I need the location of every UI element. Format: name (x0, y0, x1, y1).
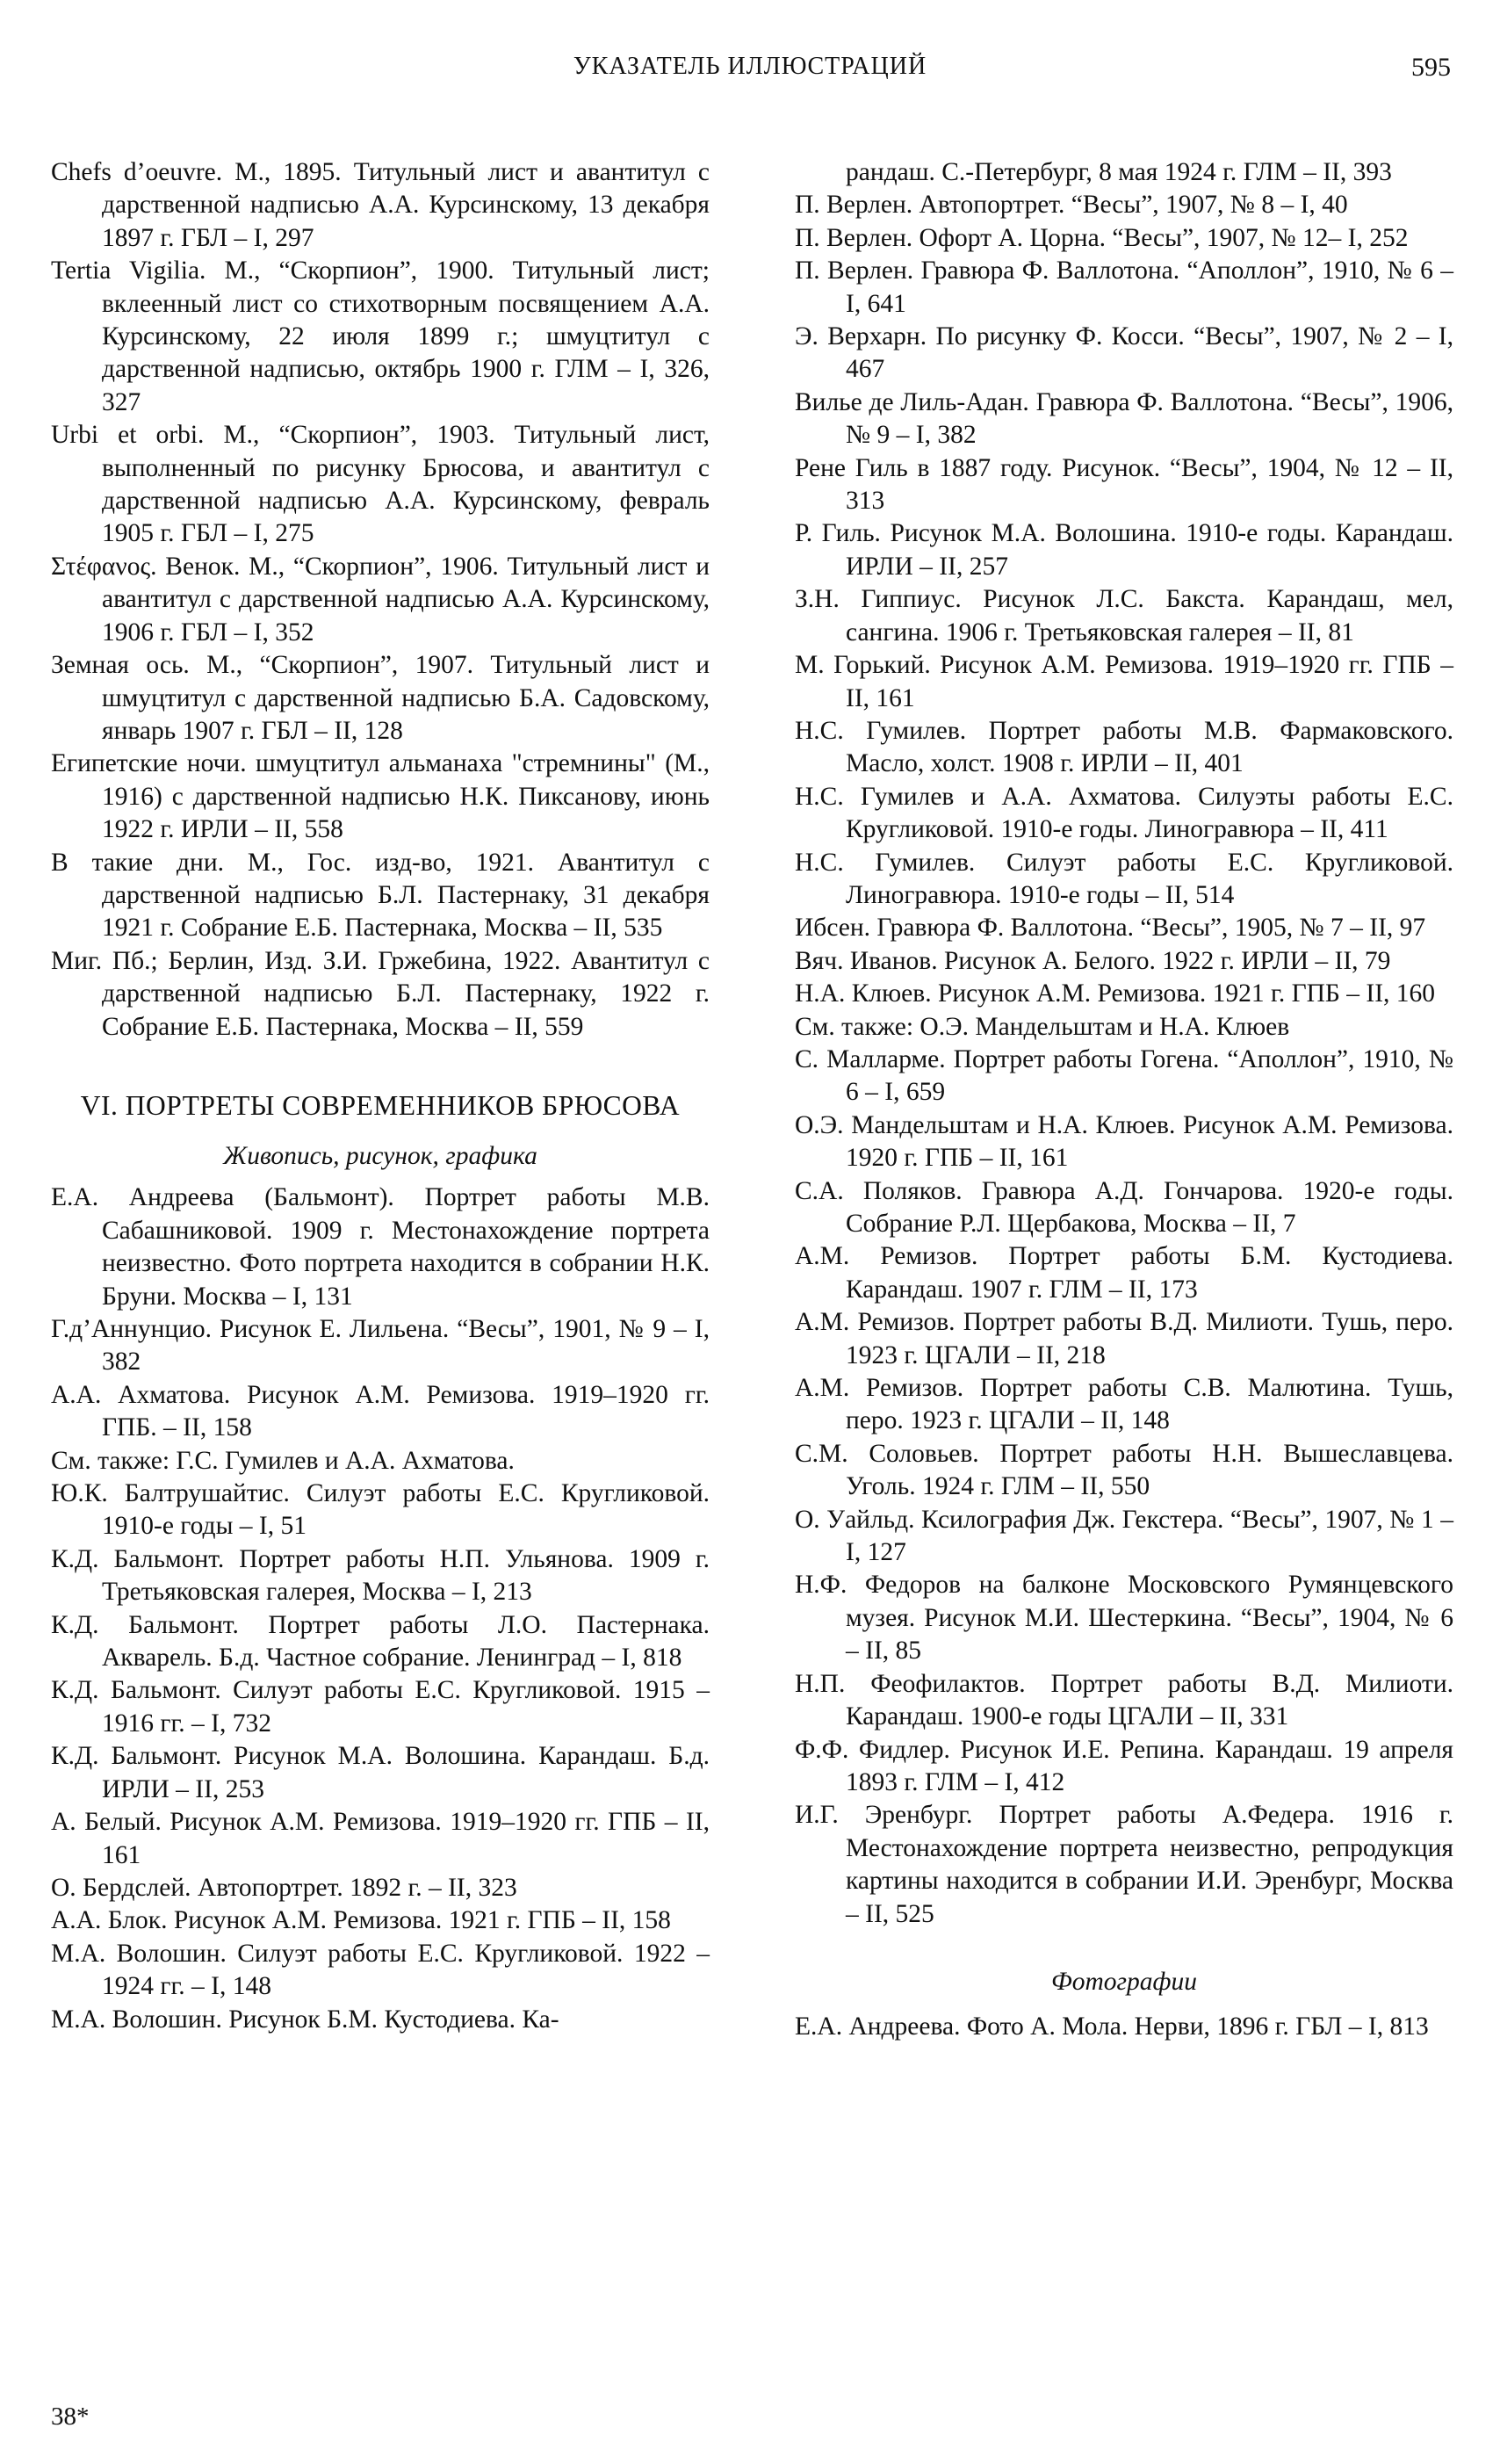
list-item: З.Н. Гиппиус. Рисунок Л.С. Бакста. Карандаш, мел, сангина. 1906 г. Третьяковская галерея – II, 81 (795, 585, 1453, 647)
list-item: А. Белый. Рисунок А.М. Ремизова. 1919–1920 гг. ГПБ – II, 161 (51, 1808, 710, 1869)
list-item: М. Горький. Рисунок А.М. Ремизова. 1919–1920 гг. ГПБ – II, 161 (795, 651, 1453, 712)
list-item: Н.П. Феофилактов. Портрет работы В.Д. Милиоти. Карандаш. 1900-е годы ЦГАЛИ – II, 331 (795, 1669, 1453, 1731)
list-item: Ф.Ф. Фидлер. Рисунок И.Е. Репина. Карандаш. 19 апреля 1893 г. ГЛМ – I, 412 (795, 1735, 1453, 1796)
list-item: К.Д. Бальмонт. Портрет работы Л.О. Пастернака. Акварель. Б.д. Частное собрание. Ленинград – I, 818 (51, 1610, 710, 1673)
list-item: В такие дни. М., Гос. изд-во, 1921. Авантитул с дарственной надписью Б.Л. Пастернаку, 31 декабря 1921 г. Собрание Е.Б. Пастернака, Москва – II, 535 (51, 848, 710, 943)
list-item: Е.А. Андреева (Бальмонт). Портрет работы М.В. Сабашниковой. 1909 г. Местонахождение портрета неизвестно. Фото портрета находится в собрании Н.К. Бруни. Москва – I, 131 (51, 1183, 710, 1311)
list-item: Вяч. Иванов. Рисунок А. Белого. 1922 г. ИРЛИ – II, 79 (795, 946, 1391, 975)
list-item: О. Бердслей. Автопортрет. 1892 г. – II, 323 (51, 1873, 517, 1902)
subheading-painting: Живопись, рисунок, графика (223, 1141, 537, 1170)
list-item: Э. Верхарн. По рисунку Ф. Косси. “Весы”, 1907, № 2 – I, 467 (795, 322, 1453, 384)
list-item: Н.С. Гумилев. Силуэт работы Е.С. Кругликовой. Линогравюра. 1910-е годы – II, 514 (795, 848, 1453, 909)
list-item: Urbi et orbi. М., “Скорпион”, 1903. Титульный лист, выполненный по рисунку Брюсова, и авантитул с дарственной надписью А.А. Курсинскому, февраль 1905 г. ГБЛ – I, 275 (51, 421, 710, 548)
list-item: См. также: Г.С. Гумилев и А.А. Ахматова. (51, 1446, 515, 1475)
section-heading: VI. ПОРТРЕТЫ СОВРЕМЕННИКОВ БРЮСОВА (80, 1089, 681, 1121)
list-item: Н.Ф. Федоров на балконе Московского Румянцевского музея. Рисунок М.И. Шестеркина. “Весы”, 1904, № 6 – II, 85 (795, 1571, 1453, 1666)
list-item: О. Уайльд. Ксилография Дж. Гекстера. “Весы”, 1907, № 1 – I, 127 (795, 1505, 1453, 1567)
page-number: 595 (1411, 53, 1451, 82)
list-item: Ю.К. Балтрушайтис. Силуэт работы Е.С. Кругликовой. 1910-е годы – I, 51 (51, 1479, 710, 1541)
list-item: Στέφανος. Венок. М., “Скорпион”, 1906. Титульный лист и авантитул с дарственной надписью А.А. Курсинскому, 1906 г. ГБЛ – I, 352 (51, 552, 710, 647)
list-item: Н.С. Гумилев. Портрет работы М.В. Фармаковского. Масло, холст. 1908 г. ИРЛИ – II, 401 (795, 716, 1453, 778)
signature-mark: 38* (51, 2403, 90, 2431)
list-item: К.Д. Бальмонт. Рисунок М.А. Волошина. Карандаш. Б.д. ИРЛИ – II, 253 (51, 1742, 710, 1803)
list-item: П. Верлен. Гравюра Ф. Валлотона. “Аполлон”, 1910, № 6 – I, 641 (795, 257, 1453, 318)
list-item: С. Малларме. Портрет работы Гогена. “Аполлон”, 1910, № 6 – I, 659 (795, 1044, 1453, 1107)
subheading-photos: Фотографии (1051, 1967, 1197, 1996)
list-item: А.А. Ахматова. Рисунок А.М. Ремизова. 1919–1920 гг. ГПБ. – II, 158 (51, 1380, 710, 1442)
portraits-list-continued (795, 189, 1453, 1931)
list-item: Г.д’Аннунцио. Рисунок Е. Лильена. “Весы”, 1901, № 9 – I, 382 (51, 1315, 710, 1377)
right-column (795, 156, 1453, 2044)
list-item: А.М. Ремизов. Портрет работы Б.М. Кустодиева. Карандаш. 1907 г. ГЛМ – II, 173 (795, 1242, 1453, 1304)
left-column (51, 156, 710, 2036)
list-item: Ибсен. Гравюра Ф. Валлотона. “Весы”, 1905, № 7 – II, 97 (795, 914, 1426, 943)
list-item: П. Верлен. Офорт А. Цорна. “Весы”, 1907, № 12– I, 252 (795, 223, 1409, 252)
list-item: Миг. Пб.; Берлин, Изд. З.И. Гржебина, 1922. Авантитул с дарственной надписью Б.Л. Пастернаку, 1922 г. Собрание Е.Б. Пастернака, Москва – II, 559 (51, 946, 710, 1041)
running-title: УКАЗАТЕЛЬ ИЛЛЮСТРАЦИЙ (573, 53, 927, 80)
list-item: С.А. Поляков. Гравюра А.Д. Гончарова. 1920-е годы. Собрание Р.Л. Щербакова, Москва – II, 7 (795, 1176, 1453, 1238)
list-item: Вилье де Лиль-Адан. Гравюра Ф. Валлотона. “Весы”, 1906, № 9 – I, 382 (795, 387, 1453, 450)
list-item: М.А. Волошин. Рисунок Б.М. Кустодиева. Ка- (51, 2005, 559, 2034)
list-item: Tertia Vigilia. М., “Скорпион”, 1900. Титульный лист; вклеенный лист со стихотворным посвящением А.А. Курсинскому, 22 июля 1899 г.; шмуцтитул с дарственной надписью, октябрь 1900 г. ГЛМ – I, 326, 327 (51, 257, 710, 416)
list-item: А.М. Ремизов. Портрет работы В.Д. Милиоти. Тушь, перо. 1923 г. ЦГАЛИ – II, 218 (795, 1308, 1453, 1369)
list-item: С.М. Соловьев. Портрет работы Н.Н. Вышеславцева. Уголь. 1924 г. ГЛМ – II, 550 (795, 1439, 1453, 1501)
list-item: Н.С. Гумилев и А.А. Ахматова. Силуэты работы Е.С. Кругликовой. 1910-е годы. Линогравюра – II, 411 (795, 782, 1453, 844)
list-item-continuation: рандаш. С.-Петербург, 8 мая 1924 г. ГЛМ – II, 393 (846, 158, 1392, 186)
list-item: К.Д. Бальмонт. Портрет работы Н.П. Ульянова. 1909 г. Третьяковская галерея, Москва – I, 213 (51, 1544, 710, 1607)
list-item: Рене Гиль в 1887 году. Рисунок. “Весы”, 1904, № 12 – II, 313 (795, 453, 1453, 516)
list-item: М.А. Волошин. Силуэт работы Е.С. Кругликовой. 1922 – 1924 гг. – I, 148 (51, 1939, 710, 2001)
list-item: Е.А. Андреева. Фото А. Мола. Нерви, 1896 г. ГБЛ – I, 813 (795, 2012, 1429, 2041)
bibliography-list (51, 156, 710, 1044)
list-item: См. также: О.Э. Мандельштам и Н.А. Клюев (795, 1012, 1290, 1041)
list-item: К.Д. Бальмонт. Силуэт работы Е.С. Кругликовой. 1915 – 1916 гг. – I, 732 (51, 1676, 710, 1738)
list-item: И.Г. Эренбург. Портрет работы А.Федера. 1916 г. Местонахождение портрета неизвестно, репродукция картины находится в собрании И.И. Эренбург, Москва – II, 525 (795, 1801, 1453, 1928)
list-item: Египетские ночи. шмуцтитул альманаха "стремнины" (М., 1916) с дарственной надписью Н.К. Пиксанову, июнь 1922 г. ИРЛИ – II, 558 (51, 749, 710, 844)
photos-list (795, 2011, 1453, 2043)
list-item: А.А. Блок. Рисунок А.М. Ремизова. 1921 г. ГПБ – II, 158 (51, 1906, 671, 1935)
list-item: О.Э. Мандельштам и Н.А. Клюев. Рисунок А.М. Ремизова. 1920 г. ГПБ – II, 161 (795, 1110, 1453, 1173)
portraits-list (51, 1181, 710, 2036)
list-item: Земная ось. М., “Скорпион”, 1907. Титульный лист и шмуцтитул с дарственной надписью Б.А. Садовскому, январь 1907 г. ГБЛ – II, 128 (51, 651, 710, 745)
page-header (49, 53, 1451, 88)
list-item: Chefs d’oeuvre. М., 1895. Титульный лист и авантитул с дарственной надписью А.А. Курсинскому, 13 декабря 1897 г. ГБЛ – I, 297 (51, 158, 710, 252)
list-item: П. Верлен. Автопортрет. “Весы”, 1907, № 8 – I, 40 (795, 191, 1348, 220)
list-item: Н.А. Клюев. Рисунок А.М. Ремизова. 1921 г. ГПБ – II, 160 (795, 979, 1436, 1008)
list-item: Р. Гиль. Рисунок М.А. Волошина. 1910-е годы. Карандаш. ИРЛИ – II, 257 (795, 519, 1453, 581)
list-item: А.М. Ремизов. Портрет работы С.В. Малютина. Тушь, перо. 1923 г. ЦГАЛИ – II, 148 (795, 1374, 1453, 1435)
